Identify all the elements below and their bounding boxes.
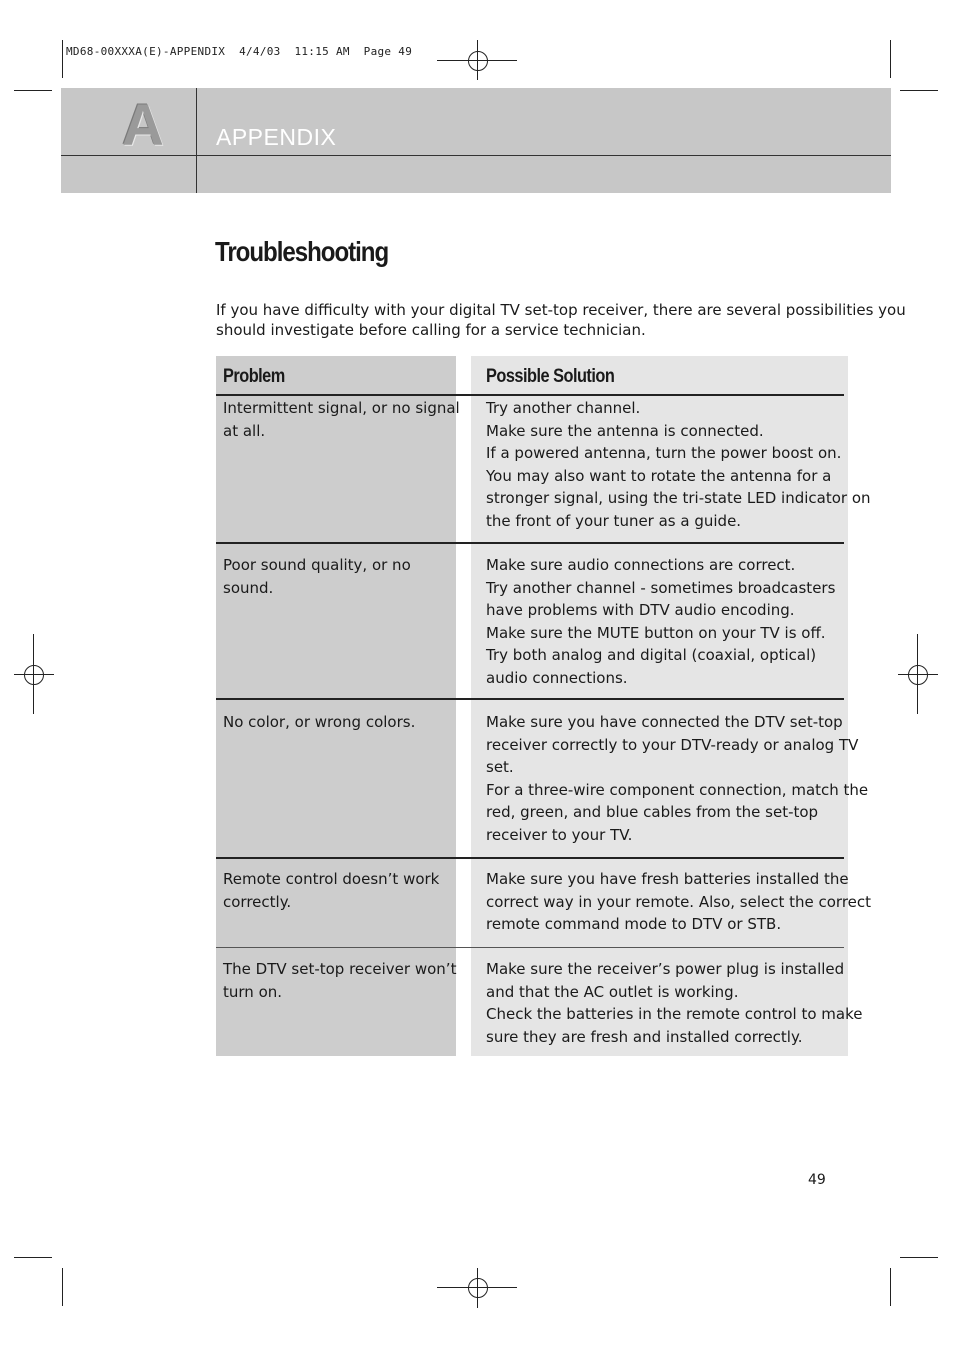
crop-mark bbox=[62, 1268, 63, 1306]
cell-line: have problems with DTV audio encoding. bbox=[486, 601, 795, 619]
crop-mark bbox=[890, 40, 891, 78]
cell-line: Try both analog and digital (coaxial, optical) bbox=[486, 646, 817, 664]
cell-line: The DTV set-top receiver won’t bbox=[223, 960, 457, 978]
intro-line: If you have difficulty with your digital TV set-top receiver, there are several possibilities you bbox=[216, 301, 906, 319]
intro-line: should investigate before calling for a service technician. bbox=[216, 321, 646, 339]
problem-column-background bbox=[216, 356, 460, 1056]
page-title: Troubleshooting bbox=[215, 236, 389, 267]
cell-line: Check the batteries in the remote control to make bbox=[486, 1005, 863, 1023]
crop-mark bbox=[900, 1257, 938, 1258]
page-number: 49 bbox=[808, 1172, 826, 1188]
crop-mark bbox=[14, 90, 52, 91]
cell-line: turn on. bbox=[223, 982, 283, 1001]
table-row-solution bbox=[486, 711, 869, 846]
cell-line: Make sure the receiver’s power plug is installed bbox=[486, 960, 845, 978]
problem-header: Problem bbox=[223, 366, 285, 387]
cell-line: You may also want to rotate the antenna for a bbox=[486, 466, 832, 485]
cell-line: sure they are fresh and installed correctly. bbox=[486, 1027, 803, 1046]
section-header-band bbox=[61, 88, 891, 193]
cell-line: Try another channel. bbox=[486, 399, 641, 417]
crop-mark bbox=[62, 40, 63, 78]
section-title: APPENDIX bbox=[216, 124, 337, 150]
cell-line: receiver to your TV. bbox=[486, 825, 633, 844]
table-rule bbox=[216, 542, 844, 544]
cell-line: sound. bbox=[223, 578, 274, 597]
intro-paragraph bbox=[216, 300, 906, 340]
cell-line: Intermittent signal, or no signal bbox=[223, 399, 460, 417]
cell-line: Poor sound quality, or no bbox=[223, 556, 411, 574]
cell-line: Make sure the antenna is connected. bbox=[486, 421, 764, 440]
table-row-problem bbox=[223, 554, 449, 599]
cell-line: Make sure you have fresh batteries installed the bbox=[486, 870, 849, 888]
registration-mark-icon bbox=[437, 1268, 517, 1308]
table-row-problem bbox=[223, 711, 449, 734]
registration-mark-icon bbox=[14, 634, 54, 714]
printer-slug: MD68-00XXXA(E)-APPENDIX 4/4/03 11:15 AM Page 49 bbox=[66, 45, 413, 58]
cell-line: red, green, and blue cables from the set-top bbox=[486, 803, 819, 821]
cell-line: remote command mode to DTV or STB. bbox=[486, 915, 782, 933]
cell-line: correct way in your remote. Also, select the correct bbox=[486, 892, 872, 911]
table-rule bbox=[216, 394, 844, 396]
cell-line: receiver correctly to your DTV-ready or analog TV bbox=[486, 735, 859, 754]
cell-line: For a three-wire component connection, match the bbox=[486, 780, 869, 799]
cell-line: Make sure the MUTE button on your TV is off. bbox=[486, 623, 826, 642]
table-rule bbox=[216, 698, 844, 700]
crop-mark bbox=[14, 1257, 52, 1258]
table-row-solution bbox=[486, 868, 872, 936]
cell-line: Make sure audio connections are correct. bbox=[486, 556, 796, 574]
registration-mark-icon bbox=[437, 40, 517, 80]
header-divider-horizontal bbox=[61, 155, 891, 156]
cell-line: Try another channel - sometimes broadcasters bbox=[486, 578, 836, 597]
solution-header: Possible Solution bbox=[486, 366, 615, 387]
table-row-problem bbox=[223, 868, 449, 913]
cell-line: If a powered antenna, turn the power boost on. bbox=[486, 444, 842, 462]
section-letter: A bbox=[122, 93, 164, 158]
cell-line: correctly. bbox=[223, 892, 292, 911]
table-rule bbox=[216, 857, 844, 859]
header-divider-vertical bbox=[196, 88, 197, 193]
table-row-solution bbox=[486, 397, 871, 532]
registration-mark-icon bbox=[898, 634, 938, 714]
cell-line: No color, or wrong colors. bbox=[223, 713, 416, 731]
cell-line: Remote control doesn’t work bbox=[223, 870, 440, 888]
table-row-problem bbox=[223, 397, 460, 442]
crop-mark bbox=[890, 1268, 891, 1306]
table-rule bbox=[216, 947, 844, 948]
crop-mark bbox=[900, 90, 938, 91]
cell-line: Make sure you have connected the DTV set-top bbox=[486, 713, 843, 731]
cell-line: audio connections. bbox=[486, 668, 628, 687]
cell-line: set. bbox=[486, 758, 514, 776]
cell-line: stronger signal, using the tri-state LED indicator on bbox=[486, 489, 871, 507]
table-row-problem bbox=[223, 958, 457, 1003]
cell-line: and that the AC outlet is working. bbox=[486, 982, 739, 1001]
table-row-solution bbox=[486, 958, 863, 1048]
table-row-solution bbox=[486, 554, 846, 689]
cell-line: the front of your tuner as a guide. bbox=[486, 511, 742, 530]
cell-line: at all. bbox=[223, 421, 266, 440]
